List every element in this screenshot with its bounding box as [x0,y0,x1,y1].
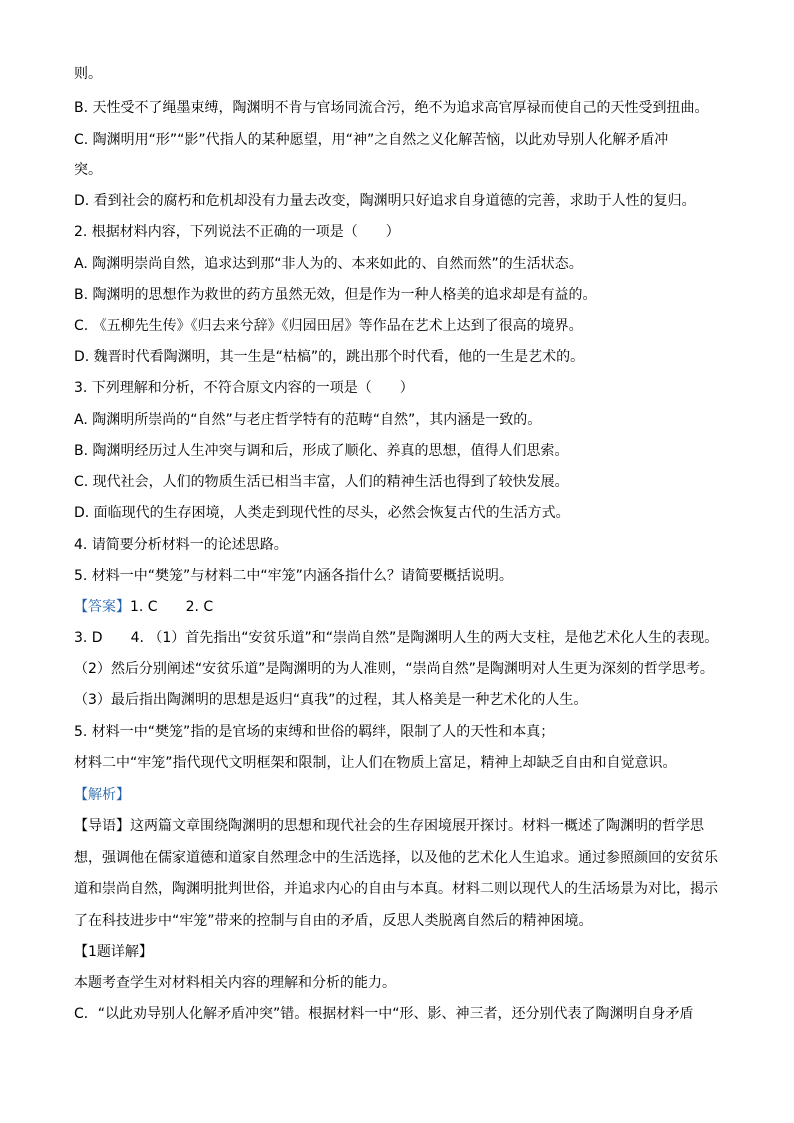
question-3: 3. 下列理解和分析，不符合原文内容的一项是（ ） [74,380,414,396]
guide-line: 道和崇尚自然，陶渊明批判世俗，并追求内心的自由与本真。材料二则以现代人的生活场景为对比，揭示 [74,881,718,897]
answer-line: （3）最后指出陶渊明的思想是返归“真我”的过程，其人格美是一种艺术化的人生。 [74,692,588,708]
option-b: B. 陶渊明经历过人生冲突与调和后，形成了顺化、养真的思想，值得人们思索。 [74,443,569,459]
option-a: A. 陶渊明崇尚自然，追求达到那“非人为的、本来如此的、自然而然”的生活状态。 [74,256,583,272]
detail-line: C．“以此劝导别人化解矛盾冲突”错。根据材料一中“形、影、神三者，还分别代表了陶渊明自身矛盾 [74,1006,694,1022]
question-5: 5. 材料一中“樊笼”与材料二中“牢笼”内涵各指什么？请简要概括说明。 [74,568,513,584]
guide-line: 【导语】这两篇文章围绕陶渊明的思想和现代社会的生存困境展开探讨。材料一概述了陶渊明的哲学思 [74,818,704,834]
question-2: 2. 根据材料内容，下列说法不正确的一项是（ ） [74,224,400,240]
text-line: 突。 [74,162,102,178]
detail-line: 本题考查学生对材料相关内容的理解和分析的能力。 [74,975,396,991]
detail-heading: 【1题详解】 [74,944,153,960]
answer-line [74,597,213,617]
option-a: A. 陶渊明所崇尚的“自然”与老庄哲学特有的范畴“自然”，其内涵是一致的。 [74,412,542,428]
text-line: 则。 [74,66,102,82]
option-b: B. 天性受不了绳墨束缚，陶渊明不肯与官场同流合污，绝不为追求高官厚禄而使自己的天性受到扭曲。 [74,100,709,116]
option-d: D. 面临现代的生存困境，人类走到现代性的尽头，必然会恢复古代的生活方式。 [74,505,570,521]
answer-label: 【答案】 [74,599,130,615]
option-c: C. 《五柳先生传》《归去来兮辞》《归园田居》等作品在艺术上达到了很高的境界。 [74,318,583,334]
option-d: D. 看到社会的腐朽和危机却没有力量去改变，陶渊明只好追求自身道德的完善，求助于人性的复归。 [74,193,696,209]
answer-line: 3. D 4. （1）首先指出“安贫乐道”和“崇尚自然”是陶渊明人生的两大支柱，是他艺术化人生的表现。 [74,630,719,646]
answer-line: （2）然后分别阐述“安贫乐道”是陶渊明的为人准则，“崇尚自然”是陶渊明对人生更为深刻的哲学思考。 [74,661,714,677]
answer-line: 5. 材料一中“樊笼”指的是官场的束缚和世俗的羁绊，限制了人的天性和本真； [74,724,555,740]
answer-first: 1. C 2. C [130,599,214,615]
option-c: C. 现代社会，人们的物质生活已相当丰富，人们的精神生活也得到了较快发展。 [74,474,569,490]
guide-line: 了在科技进步中“牢笼”带来的控制与自由的矛盾，反思人类脱离自然后的精神困境。 [74,913,593,929]
question-4: 4. 请简要分析材料一的论述思路。 [74,537,288,553]
answer-line: 材料二中“牢笼”指代现代文明框架和限制，让人们在物质上富足，精神上却缺乏自由和自觉意识。 [74,755,677,771]
option-b: B. 陶渊明的思想作为救世的药方虽然无效，但是作为一种人格美的追求却是有益的。 [74,287,597,303]
option-c: C. 陶渊明用“形”“影”代指人的某种愿望，用“神”之自然之义化解苦恼，以此劝导别人化解矛盾冲 [74,132,669,148]
option-d: D. 魏晋时代看陶渊明，其一生是“枯槁”的，跳出那个时代看，他的一生是艺术的。 [74,349,585,365]
guide-line: 想，强调他在儒家道德和道家自然理念中的生活选择，以及他的艺术化人生追求。通过参照颜回的安贫乐 [74,850,718,866]
analysis-label: 【解析】 [74,787,130,803]
